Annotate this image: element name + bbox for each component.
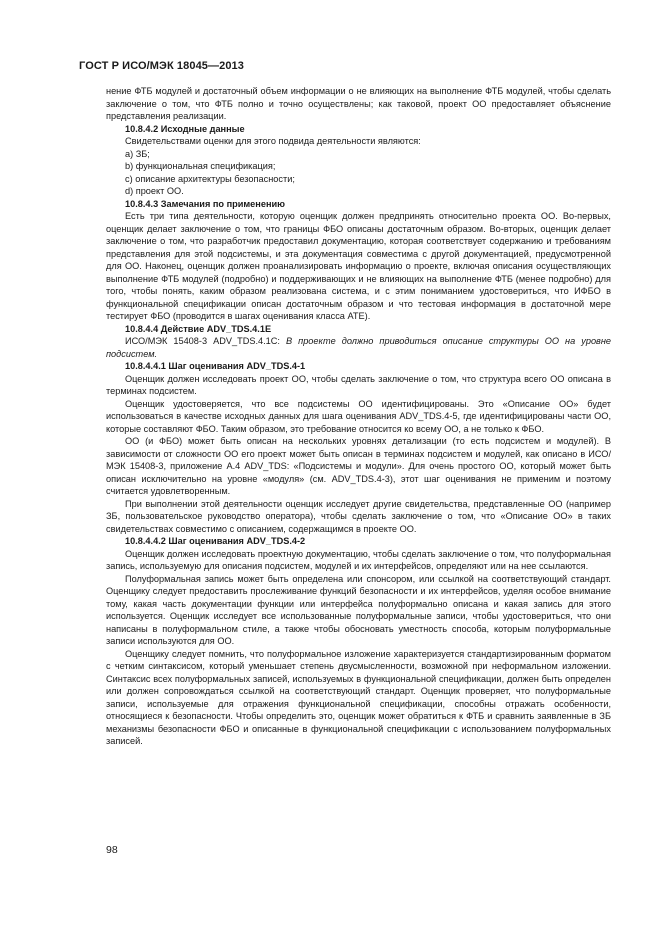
paragraph: Оценщик удостоверяется, что все подсистемы ОО идентифицированы. Это «Описание ОО» будет использоваться в качестве исходных данных для шага оценивания ADV_TDS.4-5, где идентифицированы части ОО, которые составляют ФБО. Таким образом, это требование относится ко всему ОО, а не только к ФБО. — [106, 398, 611, 434]
section-heading: 10.8.4.4.2 Шаг оценивания ADV_TDS.4-2 — [125, 536, 306, 546]
requirement-reference: ИСО/МЭК 15408-3 ADV_TDS.4.1C: — [125, 336, 286, 346]
paragraph: ОО (и ФБО) может быть описан на нескольких уровнях детализации (то есть подсистем и модулей). В зависимости от сложности ОО его проект может быть описан в терминах подсистем и модулей, как описано в ИСО/МЭК 15408-3, приложение А.4 ADV_TDS: «Подсистемы и модули». Для очень простого ОО, который может быть описан исключительно на уровне «модуля» (см. ADV_TDS.4-3), этот шаг оценивания не применим и поэтому считается удовлетворенным. — [106, 436, 611, 496]
list-item: d) проект ОО. — [125, 186, 184, 196]
list-item: c) описание архитектуры безопасности; — [125, 173, 295, 184]
requirement-paragraph — [106, 335, 611, 360]
paragraph: Оценщику следует помнить, что полуформальное изложение характеризуется стандартизированным форматом с четким синтаксисом, который уменьшает степень двусмысленности, возможной при неформальном изложении. Синтаксис всех полуформальных записей, используемых в функциональной спецификации, должен быть определен или должен сопровождаться ссылкой на соответствующий стандарт. Оценщик проверяет, что полуформальные записи, используемые для отражения функциональной спецификации, способны отражать особенности, относящиеся к безопасности. Чтобы определить это, оценщик может обратиться к ФТБ и сравнить заявленные в ЗБ механизмы безопасности ФБО и описанные в функциональной спецификации с использованием полуформальных записей. — [106, 648, 611, 746]
document-body — [106, 85, 611, 748]
paragraph: Оценщик должен исследовать проектную документацию, чтобы сделать заключение о том, что полуформальная запись, используемую для описания подсистем, модулей и их интерфейсов, определяют или на нее ссылаются. — [106, 548, 611, 571]
section-heading: 10.8.4.3 Замечания по применению — [125, 198, 285, 209]
section-heading: 10.8.4.4.1 Шаг оценивания ADV_TDS.4-1 — [125, 361, 306, 371]
paragraph: Полуформальная запись может быть определена или спонсором, или ссылкой на соответствующий стандарт. Оценщику следует предоставить прослеживание функций безопасности и их интерфейсов, уделяя особое внимание тому, какая часть документации функции или интерфейса полуформально описана и какая запись для этого используется. Оценщик исследует все использованные полуформальные записи, чтобы удостовериться, что они написаны в полуформальном стиле, а также чтобы обосновать уместность способа, которым полуформальные записи используются для ОО. — [106, 573, 611, 646]
section-heading: 10.8.4.2 Исходные данные — [125, 123, 245, 134]
section-heading: 10.8.4.4 Действие ADV_TDS.4.1E — [125, 323, 272, 334]
paragraph: нение ФТБ модулей и достаточный объем информации о не влияющих на выполнение ФТБ модулей, чтобы сделать заключение о том, что ФТБ полно и точно осуществлены; как таковой, проект ОО предоставляет объяснение представления реализации. — [106, 86, 611, 121]
list-item: a) ЗБ; — [125, 148, 150, 159]
list-item: b) функциональная спецификация; — [125, 161, 276, 171]
page-number: 98 — [106, 844, 118, 856]
standard-header: ГОСТ Р ИСО/МЭК 18045—2013 — [79, 60, 244, 72]
paragraph: Оценщик должен исследовать проект ОО, чтобы сделать заключение о том, что структура всего ОО описана в терминах подсистем. — [106, 373, 611, 396]
paragraph: Свидетельствами оценки для этого подвида деятельности являются: — [125, 136, 421, 146]
paragraph: При выполнении этой деятельности оценщик исследует другие свидетельства, представленные ОО (например ЗБ, пользовательское руководство оператора), чтобы сделать заключение о том, что «Описание ОО» в таких свидетельствах совместимо с описанием, содержащимся в проекте ОО. — [106, 498, 611, 534]
requirement-text: В проекте должно приводиться описание структуры ОО на уровне подсистем. — [106, 336, 612, 359]
paragraph: Есть три типа деятельности, которую оценщик должен предпринять относительно проекта ОО. Во-первых, оценщик делает заключение о том, что границы ФБО описаны достаточным образом. Во-вторых, оценщик делает заключение о том, что разработчик предоставил документацию, которая соответствует содержанию и требованиям представления для этой подсистемы, и эта документация совместима с другой документацией, предусмотренной для ОО. Наконец, оценщик должен проанализировать информацию о проекте, включая описания осуществляющих выполнение ФТБ модулей (подробно) и поддерживающих и не влияющих на выполнение ФТБ (менее подробно) для того, чтобы понять, каким образом реализована система, и с этим пониманием удостовериться, что ИФБО в функциональной спецификации описан достаточным образом и что тестовая информация в достаточной мере тестирует ФБО (проводится в шагах оценивания класса ATE). — [106, 211, 611, 321]
